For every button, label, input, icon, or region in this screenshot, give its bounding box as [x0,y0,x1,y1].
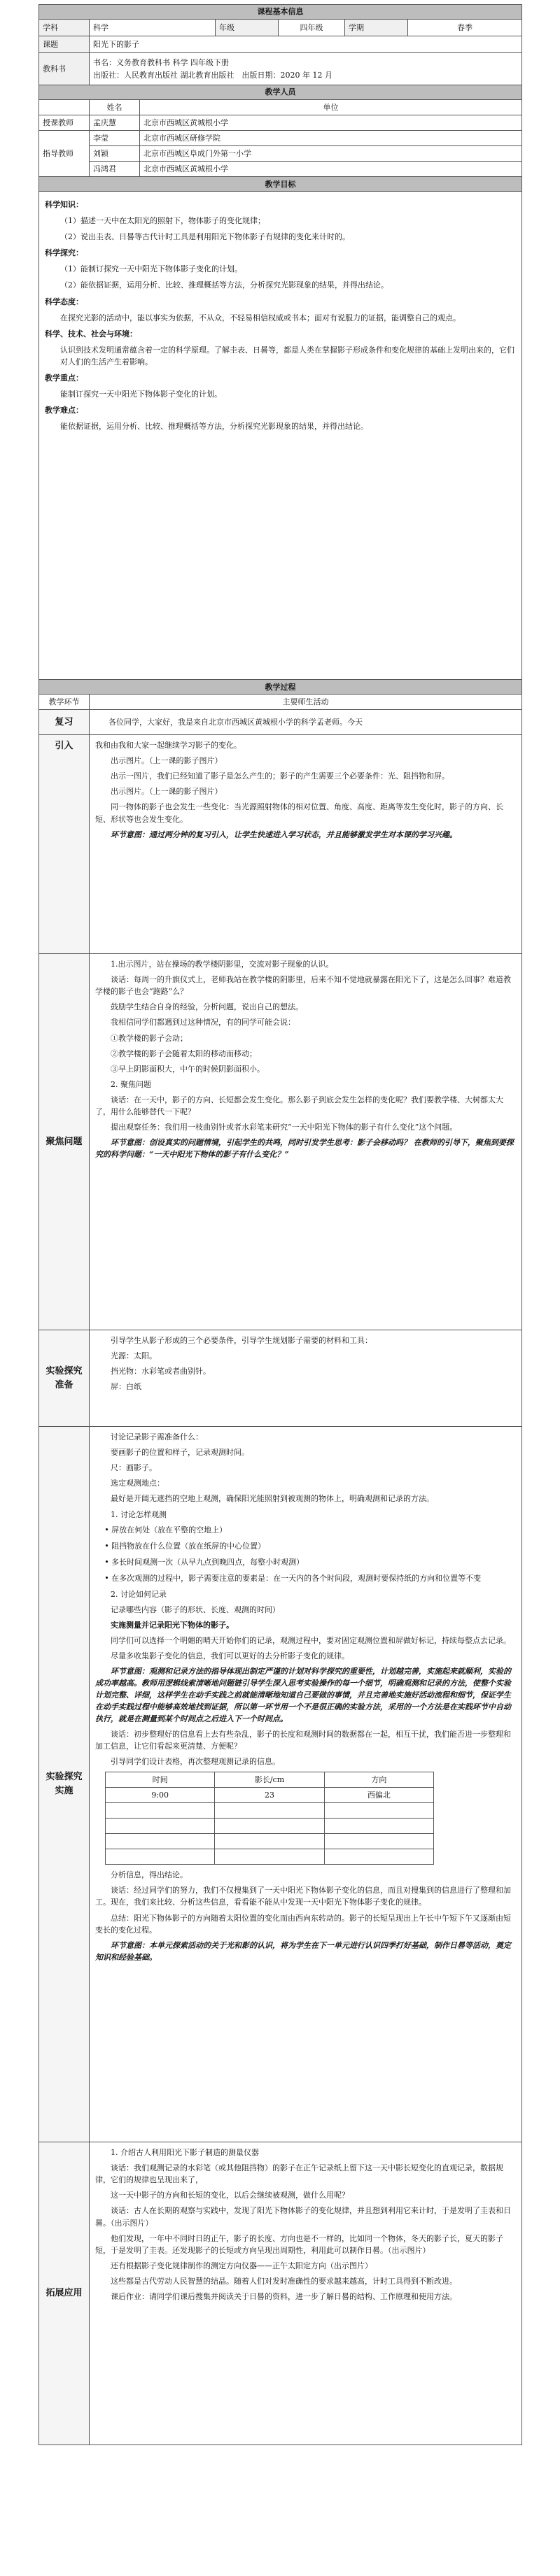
unit-column-header: 单位 [140,100,522,115]
experiment-paragraph: 2. 讨论如何记录 [111,1589,167,1599]
prep-paragraph: 光源：太阳。 [111,1351,157,1361]
lesson-plan-table [38,4,522,2445]
experiment-paragraph: 要画影子的位置和样子，记录观测时间。 [111,1448,249,1458]
attitude-heading: 科学态度： [45,297,83,306]
apply-paragraph: 这一天中影子的方向和长短的变化，以后会继续被观测，做什么用呢？ [111,2191,349,2200]
experiment-paragraph: 总结：阳光下物体影子的方向随着太阳位置的变化而由西向东转动的。影子的长短呈现出上午长中午短下午又逐渐由短变长的变化过程。 [95,1913,511,1935]
stage-column-header: 教学环节 [39,695,90,710]
focus-paragraph: 谈话：在一天中，影子的方向、长短都会发生变化。那么影子到底会发生怎样的变化呢？我们要教学楼、大树都太大了，用什么能够替代一下呢？ [95,1095,503,1116]
record-header-direction: 方向 [324,1772,433,1788]
review-content [90,710,522,735]
focus-paragraph: 1.出示图片，站在操场的教学楼阴影里，交流对影子现象的认识。 [111,960,334,969]
experiment-stage-label: 实验探究实施 [39,1427,90,2142]
apply-content [90,2142,522,2445]
apply-paragraph: 谈话：古人在长期的观察与实践中，发现了阳光下物体影子的变化规律，并且想到利用它来计时，于是发明了圭表和日晷。（出示图片） [95,2206,511,2228]
experiment-paragraph: 同学们可以选择一个明媚的晴天开始你们的记录，观测过程中，要对固定观测位置和屏做好标记，持续每整点去记录。 [111,1635,511,1645]
knowledge-heading: 科学知识： [45,200,83,210]
record-cell-empty [106,1803,215,1819]
teacher-unit: 北京市西城区黄城根小学 [140,115,522,131]
record-cell-empty [324,1834,433,1849]
guide-unit: 北京市西城区黄城根小学 [140,162,522,177]
focus-paragraph: ②教学楼的影子会随着太阳的移动而移动； [111,1048,257,1058]
intro-paragraph: 出示图片。（上一课的影子图片） [111,756,223,766]
intro-paragraph: 同一物体的影子也会发生一些变化：当光源照射物体的相对位置、角度、高度、距离等发生变化时，影子的方向、长短、形状等也会发生变化。 [95,802,503,824]
record-cell-empty [106,1849,215,1865]
subject-value: 科学 [90,20,216,36]
intro-stage-label: 引入 [39,735,90,954]
record-header-length: 影长/cm [215,1772,324,1788]
knowledge-item: （1）描述一天中在太阳光的照射下，物体影子的变化规律； [60,216,265,226]
focus-paragraph: 谈话：每周一的升旗仪式上，老师我站在教学楼的阴影里，后来不知不觉地就暴露在阳光下了，这是怎么回事？难道教学楼的影子也会“跑路”么？ [95,975,511,997]
apply-paragraph: 课后作业：请同学们课后搜集并阅读关于日晷的资料，进一步了解日晷的结构、工作原理和使用方法。 [111,2291,457,2301]
key-point-heading: 教学重点： [45,373,83,383]
topic-label: 课题 [39,36,90,53]
teacher-name: 孟庆慧 [90,115,140,131]
record-cell-empty [106,1819,215,1834]
guide-name: 刘颖 [90,146,140,162]
observation-bullet: • 多长时间观测一次（从早九点到晚四点，每整小时观测） [104,1557,304,1567]
basic-info-header: 课程基本信息 [39,5,522,20]
grade-label: 年级 [216,20,279,36]
experiment-paragraph: 分析信息，得出结论。 [111,1870,188,1880]
prep-stage-label: 实验探究准备 [39,1330,90,1427]
review-stage-label: 复习 [39,710,90,735]
experiment-paragraph: 谈话：初步整理好的信息看上去有些杂乱，影子的长度和观测时间的数据都在一起，相互干扰，我们能否进一步整理和加工信息，让它们看起来更清楚、方便呢？ [95,1730,511,1751]
record-cell-empty [215,1819,324,1834]
focus-paragraph: 鼓励学生结合自身的经验，分析问题，说出自己的想法。 [111,1002,303,1012]
record-cell-time: 9:00 [106,1788,215,1803]
shadow-record-table [105,1772,434,1865]
apply-stage-label: 拓展应用 [39,2142,90,2445]
knowledge-item: （2）说出圭表、日晷等古代计时工具是利用阳光下物体影子有规律的变化来计时的。 [60,232,350,242]
topic-value: 阳光下的影子 [90,36,522,53]
experiment-paragraph: 讨论记录影子需准备什么： [111,1432,203,1442]
apply-paragraph: 谈话：我们观测记录的水彩笔（或其他阻挡物）的影子在正午记录纸上留下这一天中影长短变化的直观记录，数据规律，它们的规律也呈现出来了， [95,2163,503,2185]
focus-paragraph: ③早上阴影面积大，中午的时候阴影面积小。 [111,1064,265,1074]
textbook-info [90,53,522,85]
guide-name: 李莹 [90,131,140,146]
experiment-paragraph: 谈话：经过同学们的努力，我们不仅搜集到了一天中阳光下物体影子变化的信息，而且对搜集到的信息进行了整理和加工。现在，我们来比较、分析这些信息，看看能不能从中发现一天中阳光下物体影子变化的规律。 [95,1886,511,1907]
observation-bullet: • 屏放在何处（放在平整的空地上） [104,1525,227,1535]
record-cell-empty [215,1834,324,1849]
focus-paragraph: 提出观察任务：我们用一枝曲别针或者水彩笔来研究“一天中阳光下物体的影子有什么变化”这个问题。 [111,1122,458,1132]
prep-paragraph: 挡光物：水彩笔或者曲别针。 [111,1367,211,1376]
intro-paragraph: 出示图片。（上一课的影子图片） [111,787,223,797]
lesson-plan-document [38,4,522,2445]
experiment-content [90,1427,522,2142]
experiment-paragraph: 记录哪些内容（影子的形状、长度、观测的时间） [111,1604,280,1614]
focus-content [90,954,522,1330]
experiment-paragraph: 引导同学们设计表格，再次整理观测记录的信息。 [111,1757,280,1767]
key-point: 能制订探究一天中阳光下物体影子变化的计划。 [60,389,222,399]
difficulty-point: 能依据证据，运用分析、比较、推理概括等方法，分析探究光影现象的结果，并得出结论。 [60,421,368,431]
prep-paragraph: 引导学生从影子形成的三个必要条件，引导学生规划影子需要的材料和工具： [111,1336,372,1346]
focus-intent-note: 环节意图：创设真实的问题情境，引起学生的共鸣，同时引发学生思考：影子会移动吗？ 在教师的引导下，聚焦到要探究的科学问题：“一天中阳光下物体的影子有什么变化？” [95,1137,514,1159]
intro-paragraph: 我和由我和大家一起继续学习影子的变化。 [95,741,241,750]
apply-paragraph: 还有根据影子变化规律制作的测定方向仪器——正午太阳定方向（出示图片） [111,2261,372,2270]
inquiry-heading: 科学探究： [45,248,83,258]
record-cell-length: 23 [215,1788,324,1803]
apply-paragraph: 这些都是古代劳动人民智慧的结晶。随着人们对发时准确性的要求越来越高，计时工具得到不断改进。 [111,2276,457,2286]
activity-column-header: 主要师生活动 [90,695,522,710]
experiment-intent-note: 环节意图：观测和记录方法的指导体现出制定严谨的计划对科学探究的重要性，计划越完善，实施起来就顺利，实验的成功率越高。教师用逻辑线索清晰地问题链引导学生深入思考实验操作的每一个细节，明确观测和记录的方法，使整个实验计划完整、详细，这样学生在动手实践之前就能清晰地知道自己要做的事情，并且完善地实施好活动流程和细节，保证学生在动手实践过程中能够高效地找到证据，所以第一环节用一个不是很正确的实验方法，采用的一个方法是在实践环节中自动执行，就是在测量到某个时间点之后进入下一个时间点。 [95,1666,511,1724]
prep-paragraph: 屏：白纸 [111,1382,141,1392]
inquiry-item: （2）能依据证据，运用分析、比较、推理概括等方法，分析探究光影现象的结果，并得出结论。 [60,280,388,290]
teacher-label: 授课教师 [39,115,90,131]
staff-header: 教学人员 [39,85,522,100]
experiment-paragraph: 最好是开阔无遮挡的空地上观测，确保阳光能照射到被观测的物体上，明确观测和记录的方法。 [111,1494,434,1504]
experiment-paragraph: 1. 讨论怎样观测 [111,1509,167,1519]
experiment-paragraph: 尽量多收集影子变化的信息，我们可以更好的去分析影子变化的规律。 [111,1651,349,1660]
grade-value: 四年级 [279,20,345,36]
focus-paragraph: 我相信同学们都遇到过这种情况，有的同学可能会说： [111,1018,295,1027]
focus-paragraph: 2. 聚焦问题 [111,1079,151,1089]
record-cell-empty [215,1803,324,1819]
intro-paragraph: 出示一图片，我们已经知道了影子是怎么产生的；影子的产生需要三个必要条件：光、阻挡物和屏。 [111,771,449,781]
attitude-item: 在探究光影的活动中，能以事实为依据，不从众，不轻易相信权威或书本；面对有说服力的证据，能调整自己的观点。 [60,313,461,322]
focus-stage-label: 聚焦问题 [39,954,90,1330]
apply-paragraph: 他们发现，一年中不同时日的正午，影子的长度、方向也是不一样的，比如同一个物体，冬天的影子长，夏天的影子短，于是发明了圭表。还发现影子的长短或方向呈现出周期性，利用此可以制作日晷。（出示图片） [95,2233,503,2255]
observation-bullet: • 阻挡物放在什么位置（放在纸屏的中心位置） [104,1541,266,1551]
review-text: 各位同学，大家好，我是来自北京市西城区黄城根小学的科学孟老师。今天 [108,718,363,727]
experiment-paragraph: 选定观测地点： [111,1479,164,1488]
inquiry-item: （1）能制订探究一天中阳光下物体影子变化的计划。 [60,264,242,274]
record-cell-empty [215,1849,324,1865]
guide-label: 指导教师 [39,131,90,177]
experiment-paragraph: 实施测量并记录阳光下物体的影子。 [111,1620,234,1630]
subject-label: 学科 [39,20,90,36]
term-label: 学期 [345,20,408,36]
process-header: 教学过程 [39,680,522,695]
record-cell-empty [106,1834,215,1849]
record-cell-empty [324,1819,433,1834]
textbook-label: 教科书 [39,53,90,85]
experiment-intent-note: 环节意图：本单元探索活动的关于光和影的认识，将为学生在下一单元进行认识四季打好基础，制作日晷等活动，奠定知识和经验基础。 [95,1940,511,1962]
intro-content [90,735,522,954]
guide-unit: 北京市西城区研修学院 [140,131,522,146]
observation-bullet: • 在多次观测的过程中，影子需要注意的要素是：在一天内的各个时间段，观测时要保持纸的方向和位置等不变 [104,1573,482,1583]
sts-item: 认识到技术发明通常蕴含着一定的科学原理。了解圭表、日晷等，都是人类在掌握影子形成条件和变化规律的基础上发明出来的，它们对人们的生活产生着影响。 [60,345,514,367]
textbook-title: 书名：义务教育教科书 科学 四年级下册 [93,58,229,68]
term-value: 春季 [408,20,522,36]
focus-paragraph: ①教学楼的影子会动； [111,1033,188,1043]
prep-content [90,1330,522,1427]
record-cell-direction: 西偏北 [324,1788,433,1803]
record-header-time: 时间 [106,1772,215,1788]
goals-header: 教学目标 [39,177,522,192]
intro-intent-note: 环节意图：通过两分钟的复习引入，让学生快速进入学习状态，并且能够激发学生对本课的学习兴趣。 [111,830,457,839]
sts-heading: 科学、技术、社会与环境： [45,329,137,339]
apply-paragraph: 1. 介绍古人利用阳光下影子制造的测量仪器 [111,2148,259,2158]
record-cell-empty [324,1803,433,1819]
record-cell-empty [324,1849,433,1865]
difficulty-heading: 教学难点： [45,405,83,415]
guide-name: 冯鸿君 [90,162,140,177]
textbook-publisher: 出版社：人民教育出版社 湖北教育出版社 出版日期：2020 年 12 月 [93,70,332,80]
name-column-header: 姓名 [90,100,140,115]
guide-unit: 北京市西城区阜成门外第一小学 [140,146,522,162]
goals-content [39,192,522,680]
experiment-paragraph: 尺：画影子。 [111,1463,157,1473]
